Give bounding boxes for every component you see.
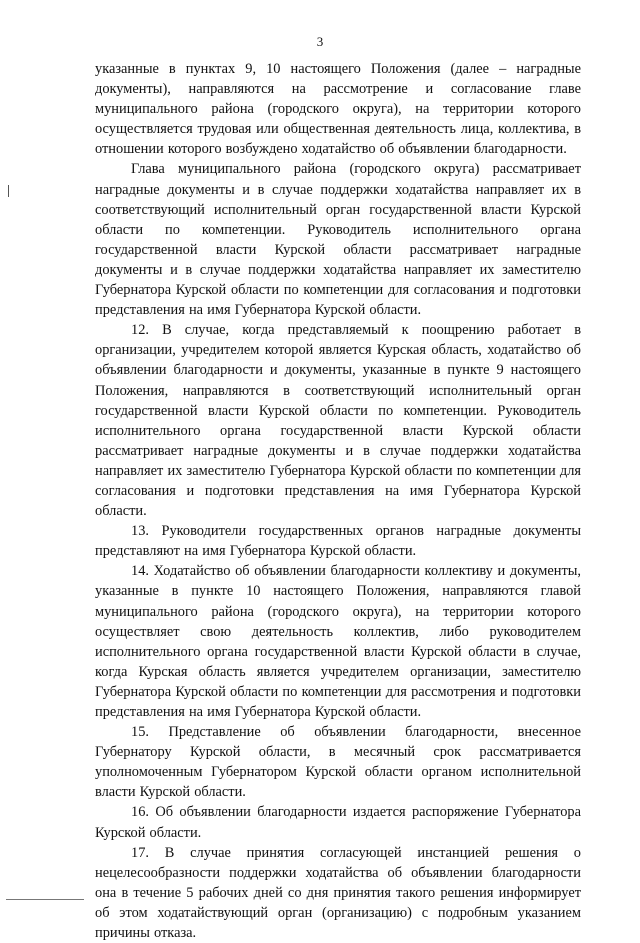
- paragraph-15: 15. Представление об объявлении благодарности, внесенное Губернатору Курской области, в месячный срок рассматривается уполномоченным Губернатором Курской области органом исполнительной власти Курской области.: [95, 724, 581, 801]
- page-number: 3: [316, 34, 324, 49]
- document-body: [95, 59, 581, 943]
- paragraph-continuation: указанные в пунктах 9, 10 настоящего Положения (далее – наградные документы), направляются на рассмотрение и согласование главе муниципального района (городского округа), на территории которого осуществляется трудовая или общественная деятельность лица, коллектива, в отношении которого возбуждено ходатайство об объявлении благодарности.: [95, 61, 581, 158]
- paragraph-12: 12. В случае, когда представляемый к поощрению работает в организации, учредителем которой является Курская область, ходатайство об объявлении благодарности и документы, указанные в пункте 9 настоящего Положения, направляются в соответствующий исполнительный орган государственной власти Курской области по компетенции. Руководитель исполнительного органа государственной власти Курской области рассматривает наградные документы и в случае поддержки ходатайства направляет их заместителю Губернатора Курской области по компетенции для согласования и подготовки представления на имя Губернатора Курской области.: [95, 322, 581, 520]
- paragraph-14: 14. Ходатайство об объявлении благодарности коллективу и документы, указанные в пункте 10 настоящего Положения, направляются главой муниципального района (городского округа), на территории которого осуществляет свою деятельность коллектив, либо руководителем исполнительного органа государственной власти Курской области в случае, когда Курская область является учредителем организации, заместителю Губернатора Курской области по компетенции для рассмотрения и подготовки представления на имя Губернатора Курской области.: [95, 563, 581, 720]
- paragraph-head-review: Глава муниципального района (городского округа) рассматривает наградные документы и в случае поддержки ходатайства направляет их в соответствующий исполнительный орган государственной власти Курской области по компетенции. Руководитель исполнительного органа государственной власти Курской области рассматривает наградные документы и в случае поддержки ходатайства направляет их заместителю Губернатора Курской области по компетенции для согласования и подготовки представления на имя Губернатора Курской области.: [95, 161, 581, 319]
- scan-bottom-rule: [6, 899, 84, 900]
- paragraph-17: 17. В случае принятия согласующей инстанцией решения о нецелесообразности поддержки ходатайства об объявлении благодарности она в течение 5 рабочих дней со дня принятия такого решения информирует об этом ходатайствующий орган (организацию) с подробным указанием причины отказа.: [95, 844, 581, 942]
- scan-margin-mark: [8, 185, 9, 197]
- paragraph-16: 16. Об объявлении благодарности издается распоряжение Губернатора Курской области.: [95, 804, 581, 841]
- paragraph-13: 13. Руководители государственных органов наградные документы представляют на имя Губернатора Курской области.: [95, 523, 581, 560]
